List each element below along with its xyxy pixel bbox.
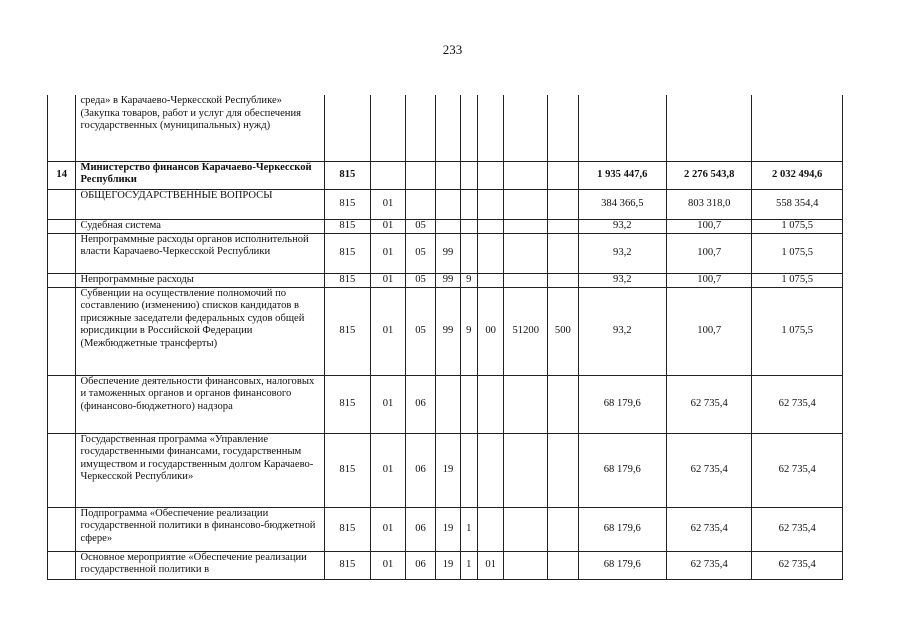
- activity-code-cell: [477, 95, 503, 161]
- program-code-cell: [436, 161, 460, 189]
- activity-code-cell: [477, 273, 503, 287]
- expense-type-cell: [548, 95, 578, 161]
- section-code-cell: [371, 161, 406, 189]
- subsection-code-cell: 06: [405, 375, 435, 433]
- ministry-code-cell: 815: [324, 375, 371, 433]
- direction-code-cell: [504, 375, 548, 433]
- amount-year2-cell: 100,7: [667, 287, 752, 375]
- subsection-code-cell: [405, 189, 435, 219]
- row-number-cell: [48, 375, 76, 433]
- row-number-cell: [48, 433, 76, 507]
- table-row: [48, 507, 843, 551]
- expense-type-cell: [548, 161, 578, 189]
- ministry-code-cell: [324, 95, 371, 161]
- amount-year2-cell: 62 735,4: [667, 375, 752, 433]
- ministry-code-cell: 815: [324, 433, 371, 507]
- section-code-cell: 01: [371, 433, 406, 507]
- expense-type-cell: [548, 433, 578, 507]
- section-code-cell: 01: [371, 273, 406, 287]
- table-row: [48, 375, 843, 433]
- expense-type-cell: [548, 219, 578, 233]
- program-code-cell: 19: [436, 551, 460, 579]
- table-row: [48, 273, 843, 287]
- section-code-cell: 01: [371, 287, 406, 375]
- section-code-cell: 01: [371, 219, 406, 233]
- table-row: [48, 287, 843, 375]
- subprogram-code-cell: [460, 233, 477, 273]
- amount-year1-cell: 93,2: [578, 219, 666, 233]
- subprogram-code-cell: [460, 189, 477, 219]
- amount-year3-cell: 2 032 494,6: [752, 161, 843, 189]
- direction-code-cell: [504, 189, 548, 219]
- amount-year3-cell: 62 735,4: [752, 551, 843, 579]
- section-code-cell: 01: [371, 375, 406, 433]
- subprogram-code-cell: [460, 433, 477, 507]
- subsection-code-cell: 06: [405, 433, 435, 507]
- activity-code-cell: [477, 433, 503, 507]
- amount-year3-cell: 62 735,4: [752, 507, 843, 551]
- subprogram-code-cell: 9: [460, 273, 477, 287]
- amount-year1-cell: 68 179,6: [578, 507, 666, 551]
- section-code-cell: [371, 95, 406, 161]
- subsection-code-cell: 06: [405, 551, 435, 579]
- direction-code-cell: [504, 507, 548, 551]
- amount-year2-cell: 62 735,4: [667, 507, 752, 551]
- subsection-code-cell: 06: [405, 507, 435, 551]
- direction-code-cell: [504, 273, 548, 287]
- subprogram-code-cell: 9: [460, 287, 477, 375]
- amount-year3-cell: 62 735,4: [752, 375, 843, 433]
- expense-type-cell: [548, 375, 578, 433]
- item-name-cell: Государственная программа «Управление государственными финансами, государственным имуществом и государственным долгом Карачаево-Черкесской Республики»: [76, 433, 324, 507]
- expense-type-cell: 500: [548, 287, 578, 375]
- table-row: [48, 161, 843, 189]
- table-row: [48, 233, 843, 273]
- direction-code-cell: [504, 219, 548, 233]
- ministry-code-cell: 815: [324, 551, 371, 579]
- subprogram-code-cell: 1: [460, 551, 477, 579]
- section-code-cell: 01: [371, 189, 406, 219]
- item-name-cell: среда» в Карачаево-Черкесской Республике» (Закупка товаров, работ и услуг для обеспечения государственных (муниципальных) нужд): [76, 95, 324, 161]
- amount-year1-cell: 68 179,6: [578, 375, 666, 433]
- subsection-code-cell: 05: [405, 233, 435, 273]
- direction-code-cell: [504, 551, 548, 579]
- program-code-cell: 19: [436, 433, 460, 507]
- amount-year2-cell: [667, 95, 752, 161]
- amount-year3-cell: 62 735,4: [752, 433, 843, 507]
- row-number-cell: 14: [48, 161, 76, 189]
- subprogram-code-cell: [460, 161, 477, 189]
- table-row: [48, 219, 843, 233]
- subprogram-code-cell: [460, 219, 477, 233]
- ministry-code-cell: 815: [324, 507, 371, 551]
- subprogram-code-cell: 1: [460, 507, 477, 551]
- item-name-cell: Министерство финансов Карачаево-Черкесской Республики: [76, 161, 324, 189]
- table-row: [48, 551, 843, 579]
- direction-code-cell: [504, 95, 548, 161]
- section-code-cell: 01: [371, 507, 406, 551]
- row-number-cell: [48, 233, 76, 273]
- activity-code-cell: [477, 219, 503, 233]
- item-name-cell: Основное мероприятие «Обеспечение реализации государственной политики в: [76, 551, 324, 579]
- amount-year1-cell: 68 179,6: [578, 433, 666, 507]
- ministry-code-cell: 815: [324, 287, 371, 375]
- direction-code-cell: 51200: [504, 287, 548, 375]
- subprogram-code-cell: [460, 375, 477, 433]
- amount-year2-cell: 62 735,4: [667, 433, 752, 507]
- direction-code-cell: [504, 161, 548, 189]
- table-row: [48, 433, 843, 507]
- program-code-cell: 99: [436, 287, 460, 375]
- activity-code-cell: [477, 233, 503, 273]
- row-number-cell: [48, 95, 76, 161]
- direction-code-cell: [504, 433, 548, 507]
- row-number-cell: [48, 273, 76, 287]
- amount-year3-cell: 1 075,5: [752, 219, 843, 233]
- expense-type-cell: [548, 507, 578, 551]
- amount-year1-cell: 384 366,5: [578, 189, 666, 219]
- amount-year1-cell: 93,2: [578, 287, 666, 375]
- subprogram-code-cell: [460, 95, 477, 161]
- activity-code-cell: [477, 507, 503, 551]
- amount-year1-cell: 68 179,6: [578, 551, 666, 579]
- row-number-cell: [48, 287, 76, 375]
- amount-year2-cell: 100,7: [667, 273, 752, 287]
- program-code-cell: 99: [436, 273, 460, 287]
- program-code-cell: [436, 189, 460, 219]
- ministry-code-cell: 815: [324, 233, 371, 273]
- item-name-cell: Непрограммные расходы: [76, 273, 324, 287]
- expense-type-cell: [548, 273, 578, 287]
- item-name-cell: Непрограммные расходы органов исполнительной власти Карачаево-Черкесской Республики: [76, 233, 324, 273]
- activity-code-cell: 00: [477, 287, 503, 375]
- amount-year3-cell: 1 075,5: [752, 287, 843, 375]
- row-number-cell: [48, 219, 76, 233]
- ministry-code-cell: 815: [324, 273, 371, 287]
- page-number: 233: [442, 42, 463, 57]
- subsection-code-cell: [405, 95, 435, 161]
- activity-code-cell: [477, 189, 503, 219]
- item-name-cell: ОБЩЕГОСУДАРСТВЕННЫЕ ВОПРОСЫ: [76, 189, 324, 219]
- row-number-cell: [48, 551, 76, 579]
- table-row: [48, 95, 843, 161]
- amount-year1-cell: 93,2: [578, 233, 666, 273]
- amount-year2-cell: 2 276 543,8: [667, 161, 752, 189]
- row-number-cell: [48, 189, 76, 219]
- ministry-code-cell: 815: [324, 189, 371, 219]
- amount-year1-cell: 93,2: [578, 273, 666, 287]
- program-code-cell: 19: [436, 507, 460, 551]
- item-name-cell: Субвенции на осуществление полномочий по составлению (изменению) списков кандидатов в присяжные заседатели федеральных судов общей юрисдикции в Российской Федерации (Межбюджетные трансферты): [76, 287, 324, 375]
- subsection-code-cell: 05: [405, 273, 435, 287]
- amount-year3-cell: 558 354,4: [752, 189, 843, 219]
- program-code-cell: [436, 375, 460, 433]
- program-code-cell: [436, 219, 460, 233]
- table-row: [48, 189, 843, 219]
- direction-code-cell: [504, 233, 548, 273]
- expense-type-cell: [548, 233, 578, 273]
- activity-code-cell: 01: [477, 551, 503, 579]
- section-code-cell: 01: [371, 551, 406, 579]
- item-name-cell: Подпрограмма «Обеспечение реализации государственной политики в финансово-бюджетной сфере»: [76, 507, 324, 551]
- item-name-cell: Обеспечение деятельности финансовых, налоговых и таможенных органов и органов финансового (финансово-бюджетного) надзора: [76, 375, 324, 433]
- subsection-code-cell: 05: [405, 287, 435, 375]
- amount-year2-cell: 100,7: [667, 219, 752, 233]
- amount-year2-cell: 100,7: [667, 233, 752, 273]
- activity-code-cell: [477, 161, 503, 189]
- amount-year1-cell: [578, 95, 666, 161]
- row-number-cell: [48, 507, 76, 551]
- section-code-cell: 01: [371, 233, 406, 273]
- expense-type-cell: [548, 189, 578, 219]
- amount-year3-cell: 1 075,5: [752, 233, 843, 273]
- ministry-code-cell: 815: [324, 219, 371, 233]
- expense-type-cell: [548, 551, 578, 579]
- amount-year3-cell: [752, 95, 843, 161]
- ministry-code-cell: 815: [324, 161, 371, 189]
- activity-code-cell: [477, 375, 503, 433]
- subsection-code-cell: 05: [405, 219, 435, 233]
- item-name-cell: Судебная система: [76, 219, 324, 233]
- amount-year1-cell: 1 935 447,6: [578, 161, 666, 189]
- amount-year3-cell: 1 075,5: [752, 273, 843, 287]
- program-code-cell: [436, 95, 460, 161]
- subsection-code-cell: [405, 161, 435, 189]
- amount-year2-cell: 803 318,0: [667, 189, 752, 219]
- amount-year2-cell: 62 735,4: [667, 551, 752, 579]
- budget-table: [47, 95, 843, 580]
- program-code-cell: 99: [436, 233, 460, 273]
